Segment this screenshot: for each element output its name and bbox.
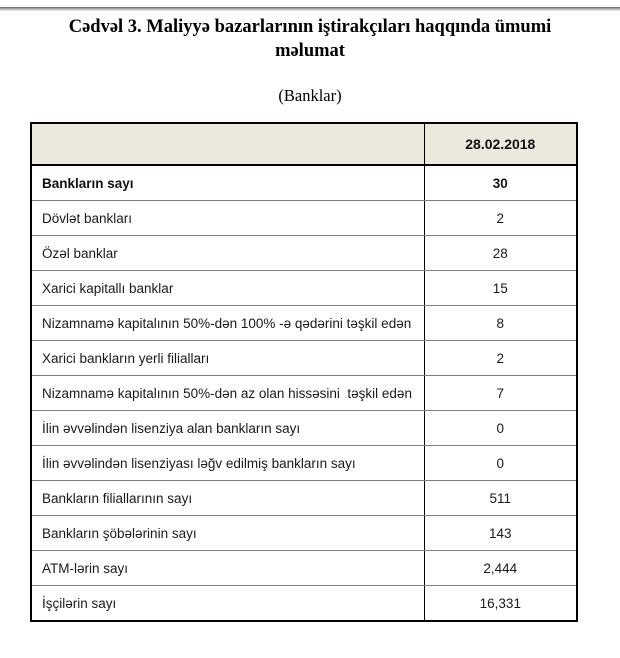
row-value: 8 (424, 306, 577, 341)
table-row (31, 411, 577, 446)
date-header-cell: 28.02.2018 (424, 123, 577, 165)
row-value: 0 (424, 446, 577, 481)
row-value: 7 (424, 376, 577, 411)
row-value: 2,444 (424, 551, 577, 586)
row-value: 2 (424, 341, 577, 376)
table-row (31, 376, 577, 411)
row-value: 16,331 (424, 586, 577, 622)
table-row (31, 551, 577, 586)
table-row (31, 165, 577, 201)
row-label: Nizamnamə kapitalının 50%-dən 100% -ə qədərini təşkil edən (31, 306, 424, 341)
row-label: Nizamnamə kapitalının 50%-dən az olan hissəsini təşkil edən (31, 376, 424, 411)
row-value: 15 (424, 271, 577, 306)
table-row (31, 446, 577, 481)
top-divider-rule (0, 7, 620, 11)
row-label: Dövlət bankları (31, 201, 424, 236)
row-label: Xarici kapitallı banklar (31, 271, 424, 306)
row-value: 30 (424, 165, 577, 201)
row-value: 0 (424, 411, 577, 446)
row-value: 511 (424, 481, 577, 516)
table-row (31, 306, 577, 341)
table-row (31, 271, 577, 306)
row-label: Özəl banklar (31, 236, 424, 271)
page-subtitle: (Banklar) (278, 86, 342, 105)
table-row (31, 236, 577, 271)
table-header-row (31, 123, 577, 165)
page-title: Cədvəl 3. Maliyyə bazarlarının iştirakçıları haqqında ümumi məlumat (68, 17, 552, 61)
table-row (31, 201, 577, 236)
table-row (31, 481, 577, 516)
table-row (31, 516, 577, 551)
row-label: İlin əvvəlindən lisenziyası ləğv edilmiş bankların sayı (31, 446, 424, 481)
row-value: 2 (424, 201, 577, 236)
row-value: 143 (424, 516, 577, 551)
row-value: 28 (424, 236, 577, 271)
row-label: İlin əvvəlindən lisenziya alan bankların sayı (31, 411, 424, 446)
row-label: Bankların şöbələrinin sayı (31, 516, 424, 551)
table-row (31, 341, 577, 376)
table-row (31, 586, 577, 622)
row-label: Bankların sayı (31, 165, 424, 201)
row-label: Xarici bankların yerli filialları (31, 341, 424, 376)
row-label: İşçilərin sayı (31, 586, 424, 622)
row-label: Bankların filiallarının sayı (31, 481, 424, 516)
row-label: ATM-lərin sayı (31, 551, 424, 586)
banks-statistics-table (30, 122, 578, 622)
empty-header-cell (31, 123, 424, 165)
